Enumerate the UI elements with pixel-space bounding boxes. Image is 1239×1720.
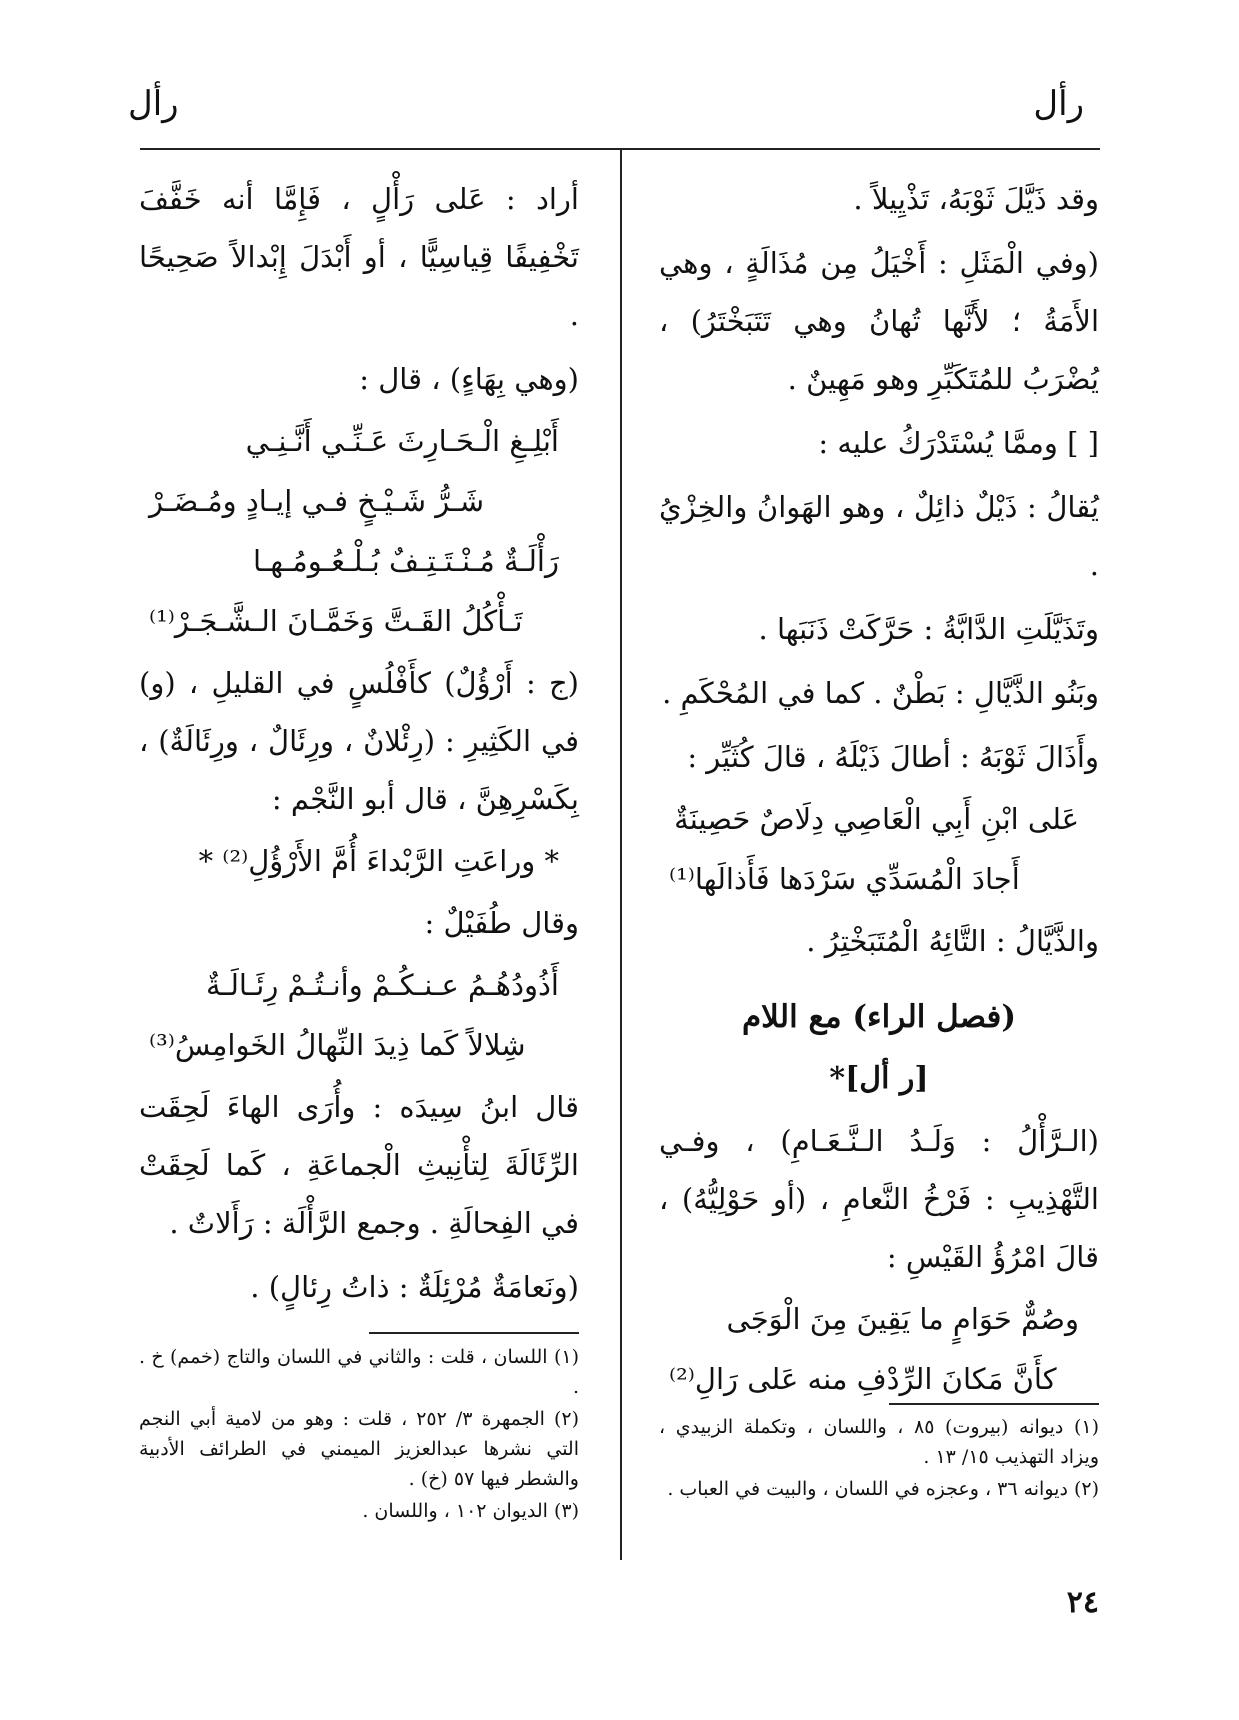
header-right-word: رأل — [1033, 84, 1084, 124]
section-heading: (فصل الراء) مع اللام — [741, 999, 1017, 1035]
verse-line: تَـأْكُلُ القَـتَّ وَخَمَّـانَ الـشَّـجَـرْ⁽¹⁾ — [149, 604, 523, 638]
paragraph: وقال طُفَيْلٌ : — [424, 906, 579, 940]
right-column — [659, 170, 1099, 1412]
paragraph: وبَنُو الذَّيَّالِ : بَطْنٌ . كما في المُحْكَمِ . — [662, 676, 1099, 710]
verse-line: أَذُودُهُـمُ عـنـكُـمْ وأنـتُـمْ رِئَـالَـةٌ — [206, 968, 559, 1002]
verse-line: * وراعَتِ الرَّبْداءَ أُمَّ الأَرْؤُلِ⁽²⁾ * — [198, 844, 559, 878]
paragraph: [ ] وممَّا يُسْتَدْرَكُ عليه : — [818, 426, 1099, 460]
entry-heading: [ر أل]* — [829, 1061, 929, 1096]
paragraph: (وفي الْمَثَلِ : أَخْيَلُ مِن مُذَالَةٍ ، وهي الأَمَةُ ؛ لأَنَّها تُهانُ وهي تَتَبَخْتَرُ) ، يُضْرَبُ للمُتَكَبِّرِ وهو مَهِينٌ . — [659, 246, 1099, 396]
verse-line: أَبْلِـغِ الْـحَـارِثَ عَـنِّـي أَنَّـنِـي — [245, 424, 559, 458]
footnotes-left — [139, 1342, 579, 1528]
paragraph: (ج : أَرْؤُلٌ) كأَفْلُسٍ في القليلِ ، (و) في الكَثِيرِ : (رِئْلانٌ ، ورِئَالٌ ، ورِئَالَةٌ) ، بِكَسْرِهِنَّ ، قال أبو النَّجْم : — [139, 666, 579, 816]
footnote: (٣) الديوان ١٠٢ ، واللسان . — [362, 1500, 579, 1522]
paragraph: وقد ذَيَّلَ ثَوْبَهُ، تَذْيِيلاً . — [853, 182, 1099, 216]
footnote: (٢) الجمهرة ٣/ ٢٥٢ ، قلت : وهو من لامية أبي النجم التي نشرها عبدالعزيز الميمني في الطرائف الأدبية والشطر فيها ٥٧ (خ) . — [139, 1408, 580, 1490]
verse-line: رَأْلَـةٌ مُـنْـتَـتِـفٌ بُـلْـعُـومُـهـا — [252, 544, 559, 578]
left-column — [139, 170, 579, 1322]
footnote: (١) اللسان ، قلت : والثاني في اللسان والتاج (خمم) خ . . — [139, 1346, 579, 1398]
paragraph: (ونَعامَةٌ مُرْئِلَةٌ : ذاتُ رِئالٍ) . — [250, 1270, 579, 1304]
footnote-rule-left — [369, 1332, 579, 1334]
verse-line: وصُمٌّ حَوَامٍ ما يَقِينَ مِنَ الْوَجَى — [726, 1302, 1079, 1336]
footnote: (٢) ديوانه ٣٦ ، وعجزه في اللسان ، والبيت في العباب . — [667, 1478, 1099, 1500]
verse-line: كأَنَّ مَكانَ الرِّدْفِ منه عَلى رَالِ⁽²⁾ — [669, 1362, 1057, 1396]
paragraph: قال ابنُ سِيدَه : وأُرَى الهاءَ لَحِقَت الرِّئَالَةَ لِتأْنِيثِ الْجماعَةِ ، كَما لَحِقَتْ في الفِحالَةِ . وجمع الرَّأْلَة : رَأَلاتٌ . — [139, 1090, 579, 1240]
paragraph: (وهي بِهَاءٍ) ، قال : — [359, 362, 579, 396]
paragraph: وتَذَيَّلَتِ الدَّابَّةُ : حَرَّكَتْ ذَنَبَها . — [758, 612, 1099, 646]
verse-line: عَلى ابْنِ أَبِي الْعَاصِي دِلَاصٌ حَصِينَةٌ — [674, 802, 1079, 836]
verse-line: أَجادَ الْمُسَدِّي سَرْدَها فَأَذالَها⁽¹⁾ — [669, 862, 1020, 896]
column-divider — [620, 150, 622, 1560]
footnote: (١) ديوانه (بيروت) ٨٥ ، واللسان ، وتكملة الزبيدي ، ويزاد التهذيب ١٥/ ١٣ . — [659, 1416, 1099, 1468]
paragraph: وأَذَالَ ثَوْبَهُ : أطالَ ذَيْلَهُ ، قالَ كُثَيِّر : — [687, 740, 1099, 774]
page-number: ٢٤ — [1066, 1585, 1099, 1620]
paragraph: يُقالُ : ذَيْلٌ ذائِلٌ ، وهو الهَوانُ والخِزْيُ . — [659, 490, 1099, 582]
verse-line: شِلالاً كَما ذِيدَ النِّهالُ الخَوامِسُ⁽³⁾ — [149, 1028, 526, 1062]
header-left-word: رأل — [128, 84, 179, 124]
footnotes-right — [659, 1412, 1099, 1506]
footnote-rule-right — [889, 1403, 1099, 1405]
verse-line: شَـرُّ شَـيْـخٍ فـي إيـادٍ ومُـضَـرْ — [149, 484, 485, 518]
paragraph: والذَّيَّالُ : التَّائِهُ الْمُتَبَخْتِرُ . — [806, 924, 1099, 958]
paragraph: (الـرَّأْلُ : وَلَـدُ الـنَّـعَـامِ) ، وفـي التَّهْذِيبِ : فَرْخُ النَّعامِ ، (أو حَوْلِيُّهُ) ، قالَ امْرُؤُ القَيْسِ : — [659, 1124, 1099, 1274]
paragraph: أراد : عَلى رَأْلٍ ، فَإِمَّا أنه خَفَّفَ تَخْفِيفًا قِياسِيًّا ، أو أَبْدَلَ إِبْدالاً صَحِيحًا . — [139, 182, 579, 332]
